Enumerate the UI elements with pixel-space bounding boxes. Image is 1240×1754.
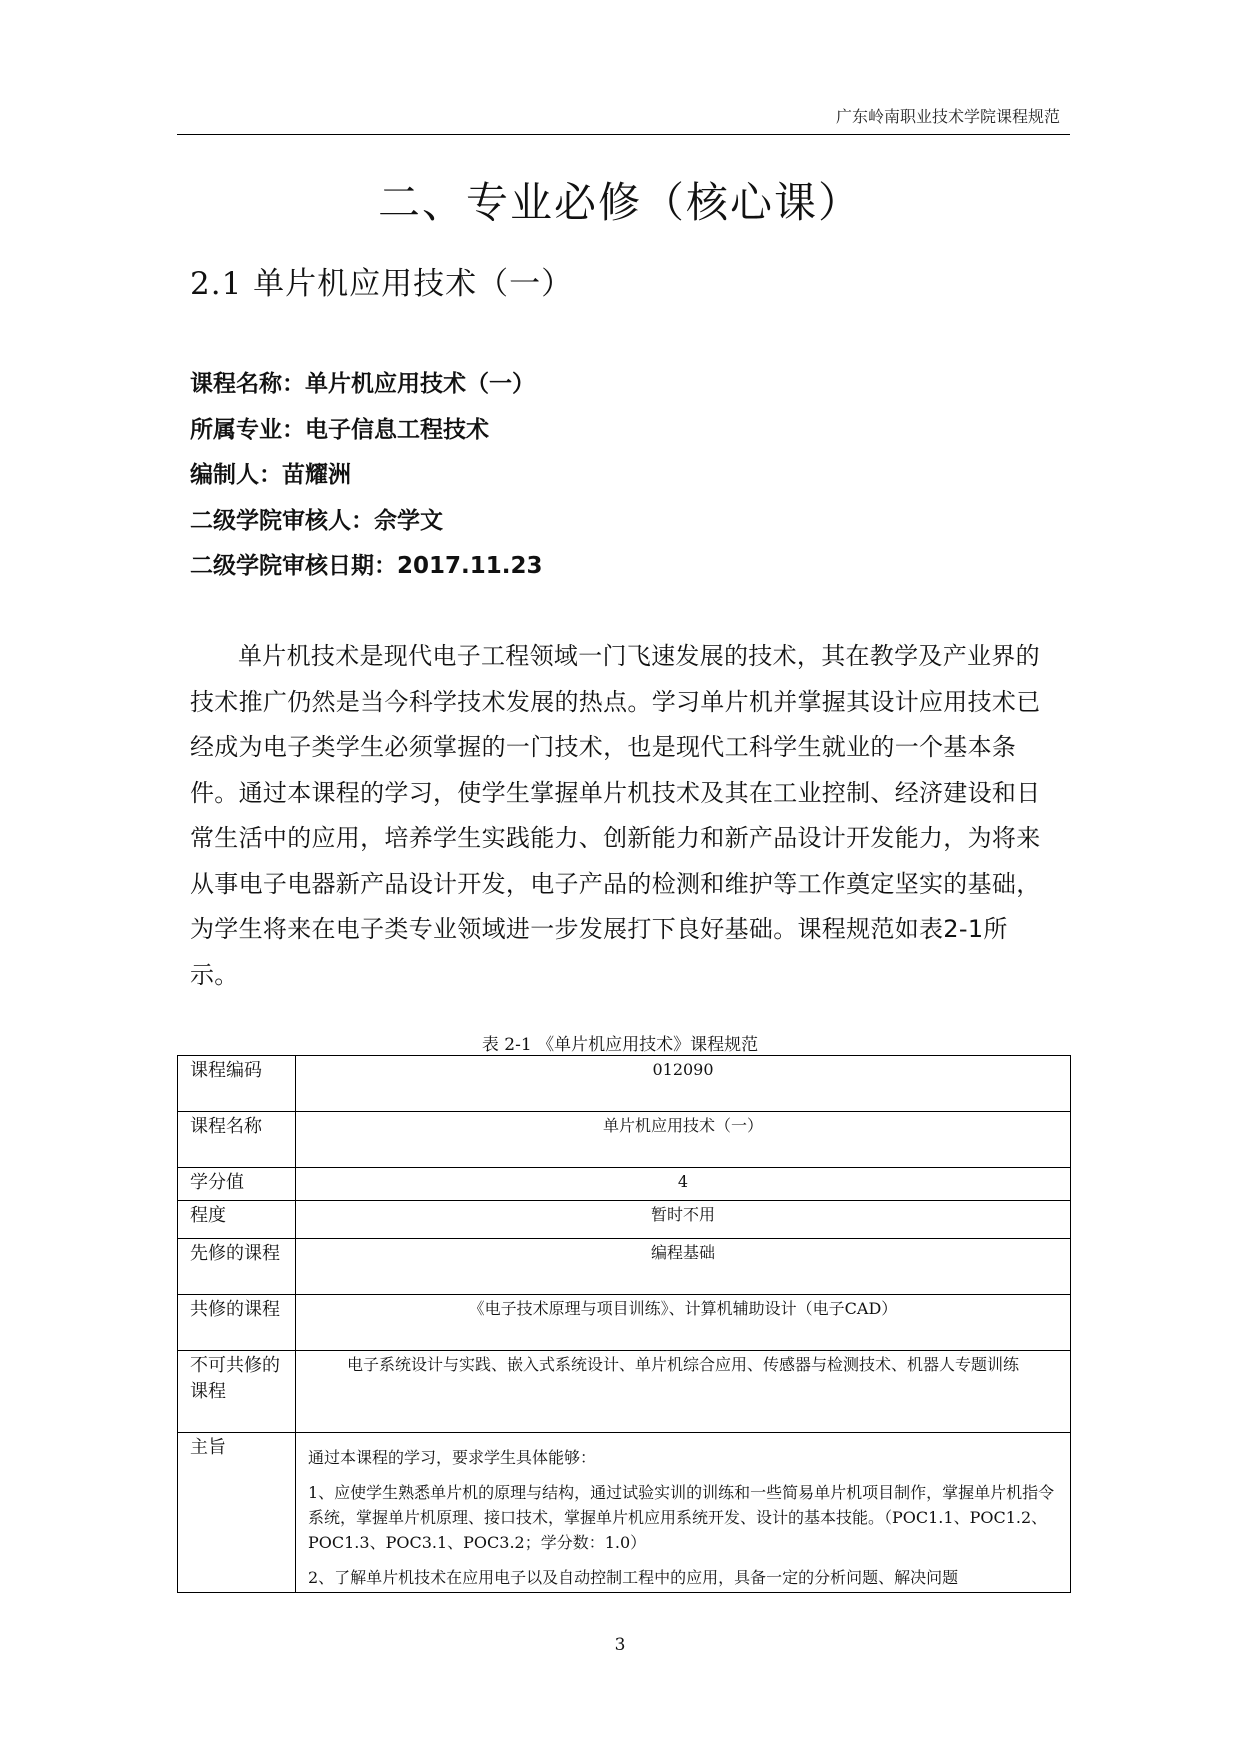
meta-author: 编制人：苗耀洲 <box>190 462 351 488</box>
table-caption: 表 2-1 《单片机应用技术》课程规范 <box>481 1035 759 1055</box>
table-row <box>178 1056 1071 1112</box>
aim-paragraph: 2、了解单片机技术在应用电子以及自动控制工程中的应用，具备一定的分析问题、解决问题 <box>308 1568 959 1587</box>
table-row-aim <box>178 1433 1071 1593</box>
table-row <box>178 1201 1071 1239</box>
table-row <box>178 1168 1071 1201</box>
meta-course-name: 课程名称：单片机应用技术（一） <box>190 371 535 397</box>
row-label: 课程名称 <box>178 1112 296 1168</box>
row-value: 电子系统设计与实践、嵌入式系统设计、单片机综合应用、传感器与检测技术、机器人专题训练 <box>296 1351 1071 1433</box>
row-label: 共修的课程 <box>178 1295 296 1351</box>
row-value: 《电子技术原理与项目训练》、计算机辅助设计（电子CAD） <box>296 1295 1071 1351</box>
page-number: 3 <box>614 1635 626 1655</box>
aim-content <box>296 1433 1071 1593</box>
row-value: 012090 <box>296 1056 1071 1112</box>
chapter-title: 二、专业必修（核心课） <box>377 178 862 227</box>
row-label: 程度 <box>178 1201 296 1239</box>
row-value: 暂时不用 <box>296 1201 1071 1239</box>
table-row <box>178 1239 1071 1295</box>
row-value: 编程基础 <box>296 1239 1071 1295</box>
meta-major: 所属专业：电子信息工程技术 <box>190 416 489 443</box>
aim-paragraph: 通过本课程的学习，要求学生具体能够： <box>308 1448 597 1467</box>
row-label: 不可共修的课程 <box>178 1351 296 1433</box>
row-label: 先修的课程 <box>178 1239 296 1295</box>
meta-reviewer: 二级学院审核人：佘学文 <box>190 507 443 534</box>
intro-paragraph: 单片机技术是现代电子工程领域一门飞速发展的技术，其在教学及产业界的技术推广仍然是当今科学技术发展的热点。学习单片机并掌握其设计应用技术已经成为电子类学生必须掌握的一门技术，也是现代工科学生就业的一个基本条件。通过本课程的学习，使学生掌握单片机技术及其在工业控制、经济建设和日常生活中的应用，培养学生实践能力、创新能力和新产品设计开发能力，为将来从事电子电器新产品设计开发，电子产品的检测和维护等工作奠定坚实的基础，为学生将来在电子类专业领域进一步发展打下良好基础。课程规范如表2-1所示。 <box>190 642 1041 989</box>
row-label: 主旨 <box>178 1433 296 1593</box>
row-label: 课程编码 <box>178 1056 296 1112</box>
table-row <box>178 1112 1071 1168</box>
header-rule <box>177 134 1070 135</box>
row-label: 学分值 <box>178 1168 296 1201</box>
table-row <box>178 1351 1071 1433</box>
course-meta <box>190 362 543 590</box>
section-title: 2.1 单片机应用技术（一） <box>190 266 574 302</box>
course-spec-table <box>177 1055 1071 1593</box>
row-value: 4 <box>296 1168 1071 1201</box>
page-header: 广东岭南职业技术学院课程规范 <box>835 107 1060 126</box>
row-value: 单片机应用技术（一） <box>296 1112 1071 1168</box>
aim-paragraph: 1、应使学生熟悉单片机的原理与结构，通过试验实训的训练和一些简易单片机项目制作，掌握单片机指令系统，掌握单片机原理、接口技术，掌握单片机应用系统开发、设计的基本技能。（POC1.1、POC1.2、POC1.3、POC3.1、POC3.2；学分数：1.0） <box>308 1483 1055 1552</box>
meta-review-date: 二级学院审核日期：2017.11.23 <box>190 553 543 579</box>
table-row <box>178 1295 1071 1351</box>
